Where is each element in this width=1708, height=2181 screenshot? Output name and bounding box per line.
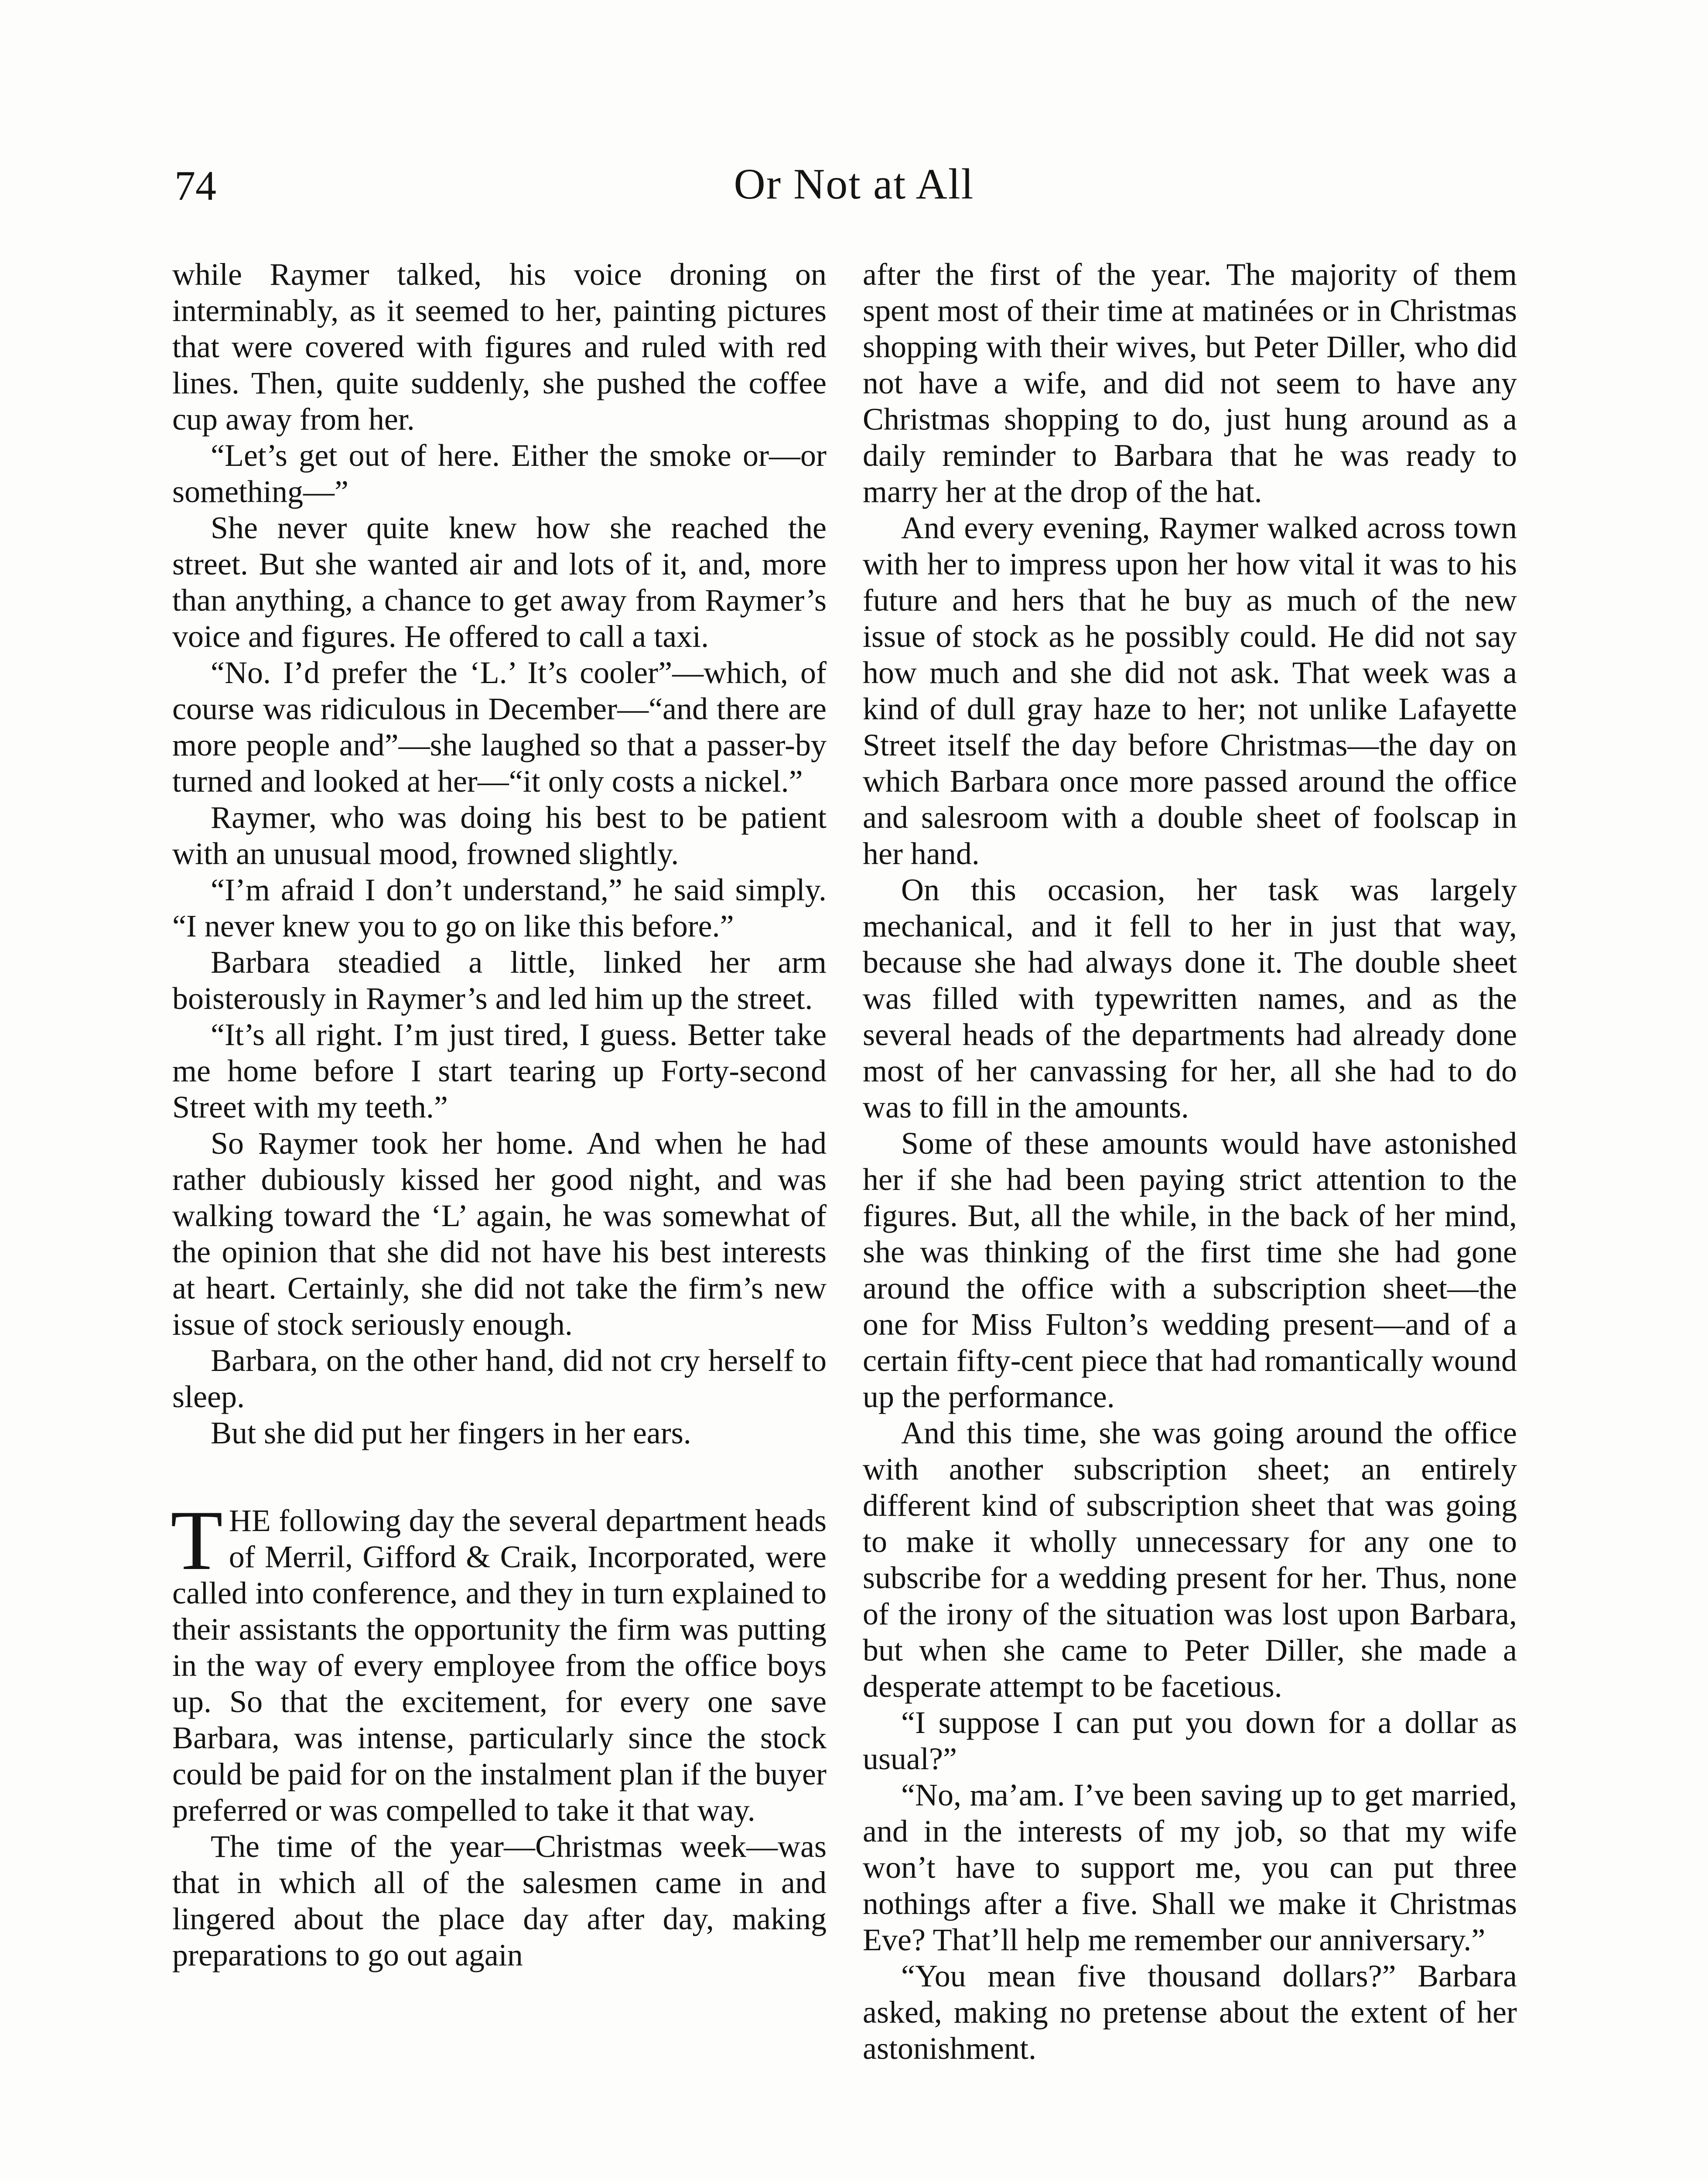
paragraph: Raymer, who was doing his best to be patient with an unusual mood, frowned slightly. [172, 800, 827, 871]
paragraph: And this time, she was going around the office with another subscription sheet; an entirely different kind of subscription sheet that was going to make it wholly unnecessary for any one to subscribe for a wedding present for her. Thus, none of the irony of the situation was lost upon Barbara, but when she came to Peter Diller, she made a desperate attempt to be facetious. [863, 1415, 1517, 1704]
paragraph: But she did put her fingers in her ears. [211, 1415, 691, 1450]
paragraph: And every evening, Raymer walked across town with her to impress upon her how vital it was to his future and hers that he buy as much of the new issue of stock as he possibly could. He did not say how much and she did not ask. That week was a kind of dull gray haze to her; not unlike Lafayette Street itself the day before Christmas—the day on which Barbara once more passed around the office and salesroom with a double sheet of foolscap in her hand. [863, 510, 1517, 871]
left-column [172, 256, 827, 1973]
paragraph: “Let’s get out of here. Either the smoke or—or something—” [172, 438, 827, 509]
paragraph: She never quite knew how she reached the street. But she wanted air and lots of it, and, more than anything, a chance to get away from Raymer’s voice and figures. He offered to call a taxi. [172, 510, 827, 654]
paragraph: while Raymer talked, his voice droning on interminably, as it seemed to her, painting pictures that were covered with figures and ruled with red lines. Then, quite suddenly, she pushed the coffee cup away from her. [172, 257, 827, 437]
paragraph: “No. I’d prefer the ‘L.’ It’s cooler”—which, of course was ridiculous in December—“and there are more people and”—she laughed so that a passer-by turned and looked at her—“it only costs a nickel.” [172, 655, 827, 799]
paragraph: “I’m afraid I don’t understand,” he said simply. “I never knew you to go on like this before.” [172, 872, 827, 944]
paragraph: Barbara, on the other hand, did not cry herself to sleep. [172, 1343, 827, 1414]
running-title: Or Not at All [734, 160, 974, 208]
paragraph: The time of the year—Christmas week—was that in which all of the salesmen came in and lingered about the place day after day, making preparations to go out again [172, 1829, 827, 1972]
page-number: 74 [174, 162, 216, 209]
section-opening-paragraph [171, 1493, 827, 1829]
section-break [172, 1451, 827, 1503]
paragraph: “You mean five thousand dollars?” Barbara asked, making no pretense about the extent of her astonishment. [863, 1959, 1517, 2066]
paragraph: “It’s all right. I’m just tired, I guess. Better take me home before I start tearing up Forty-second Street with my teeth.” [172, 1017, 827, 1125]
drop-cap: T [171, 1493, 223, 1588]
paragraph: “No, ma’am. I’ve been saving up to get married, and in the interests of my job, so that my wife won’t have to support me, you can put three nothings after a five. Shall we make it Christmas Eve? That’ll help me remember our anniversary.” [863, 1778, 1517, 1957]
paragraph: after the first of the year. The majority of them spent most of their time at matinées or in Christmas shopping with their wives, but Peter Diller, who did not have a wife, and did not seem to have any Christmas shopping to do, just hung around as a daily reminder to Barbara that he was ready to marry her at the drop of the hat. [863, 257, 1517, 509]
paragraph: Barbara steadied a little, linked her arm boisterously in Raymer’s and led him up the street. [172, 945, 827, 1016]
right-column [863, 256, 1517, 2067]
paragraph: “I suppose I can put you down for a dollar as usual?” [863, 1705, 1517, 1776]
paragraph: So Raymer took her home. And when he had rather dubiously kissed her good night, and was walking toward the ‘L’ again, he was somewhat of the opinion that she did not have his best interests at heart. Certainly, she did not take the firm’s new issue of stock seriously enough. [172, 1126, 827, 1342]
small-caps-lead: HE [229, 1503, 271, 1538]
opening-text: following day the several department heads of Merril, Gifford & Craik, Incorporated, were called into conference, and they in turn explained to their assistants the opportunity the firm was putting in the way of every employee from the office boys up. So that the excitement, for every one save Barbara, was intense, particularly since the stock could be paid for on the instalment plan if the buyer preferred or was compelled to take it that way. [172, 1503, 827, 1828]
paragraph: On this occasion, her task was largely mechanical, and it fell to her in just that way, because she had always done it. The double sheet was filled with typewritten names, and as the several heads of the departments had already done most of her canvassing for her, all she had to do was to fill in the amounts. [863, 872, 1517, 1125]
paragraph: Some of these amounts would have astonished her if she had been paying strict attention to the figures. But, all the while, in the back of her mind, she was thinking of the first time she had gone around the office with a subscription sheet—the one for Miss Fulton’s wedding present—and of a certain fifty-cent piece that had romantically wound up the performance. [863, 1126, 1517, 1414]
